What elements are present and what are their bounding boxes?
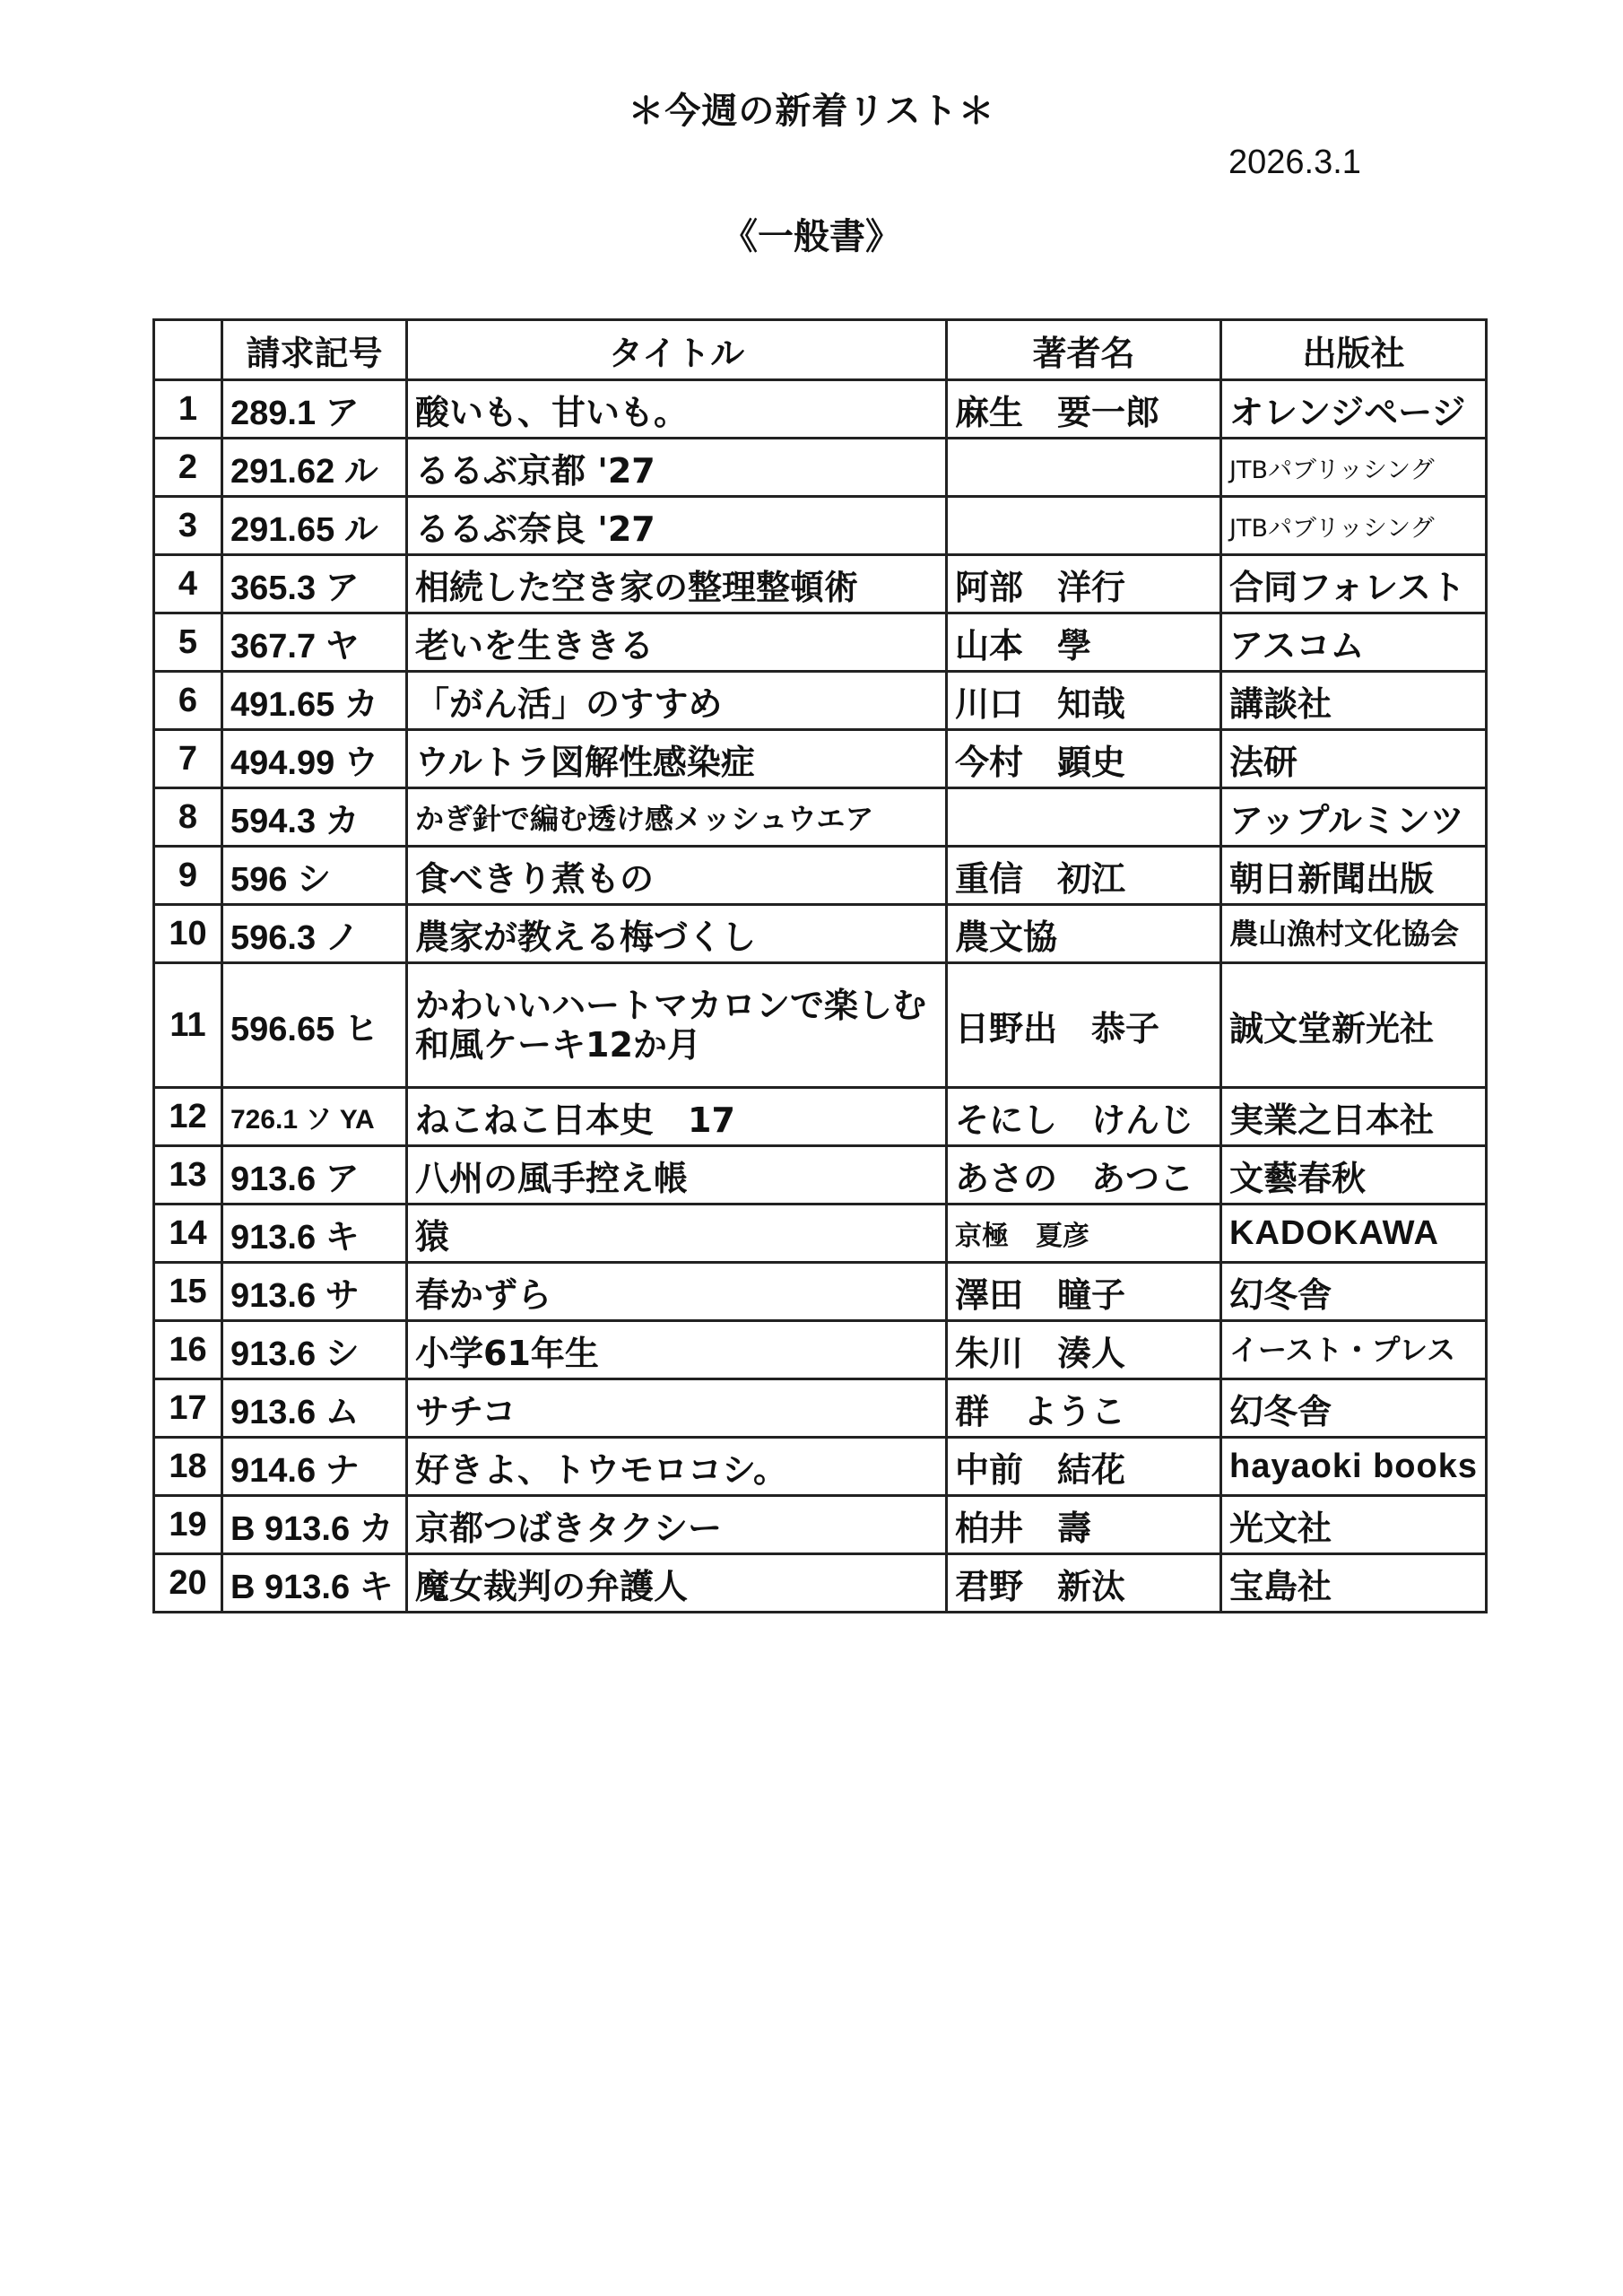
publisher-name: 宝島社 <box>1221 1554 1487 1613</box>
row-number: 17 <box>154 1379 222 1438</box>
author-name: 柏井 壽 <box>947 1496 1221 1554</box>
publisher-name: 幻冬舎 <box>1221 1263 1487 1321</box>
table-row <box>154 1146 1487 1205</box>
call-number: 596.65 ヒ <box>222 963 407 1088</box>
row-number: 3 <box>154 497 222 555</box>
row-number: 11 <box>154 963 222 1088</box>
author-name <box>947 439 1221 497</box>
table-row <box>154 497 1487 555</box>
call-number: 594.3 カ <box>222 788 407 847</box>
row-number: 20 <box>154 1554 222 1613</box>
call-number: 291.65 ル <box>222 497 407 555</box>
author-name: あさの あつこ <box>947 1146 1221 1205</box>
call-number: 291.62 ル <box>222 439 407 497</box>
call-number: B 913.6 キ <box>222 1554 407 1613</box>
author-name <box>947 497 1221 555</box>
book-title: 「がん活」のすすめ <box>407 672 947 730</box>
list-date: 2026.3.1 <box>1228 144 1361 181</box>
row-number: 16 <box>154 1321 222 1379</box>
page-title: ＊今週の新着リスト＊ <box>628 91 995 132</box>
call-number: 913.6 サ <box>222 1263 407 1321</box>
publisher-name: アップルミンツ <box>1221 788 1487 847</box>
row-number: 9 <box>154 847 222 905</box>
author-name: 群 ようこ <box>947 1379 1221 1438</box>
table-row <box>154 1438 1487 1496</box>
call-number: 913.6 ア <box>222 1146 407 1205</box>
publisher-name: 法研 <box>1221 730 1487 788</box>
book-title: 春かずら <box>407 1263 947 1321</box>
book-title: 好きよ、トウモロコシ。 <box>407 1438 947 1496</box>
table-row <box>154 1205 1487 1263</box>
row-number: 10 <box>154 905 222 963</box>
book-title: かぎ針で編む透け感メッシュウエア <box>407 788 947 847</box>
book-title: 相続した空き家の整理整頓術 <box>407 555 947 613</box>
call-number: 914.6 ナ <box>222 1438 407 1496</box>
table-row <box>154 1263 1487 1321</box>
call-number: 913.6 キ <box>222 1205 407 1263</box>
author-name: そにし けんじ <box>947 1088 1221 1146</box>
publisher-name: 文藝春秋 <box>1221 1146 1487 1205</box>
call-number: 365.3 ア <box>222 555 407 613</box>
author-name: 日野出 恭子 <box>947 963 1221 1088</box>
call-number: 913.6 ム <box>222 1379 407 1438</box>
table-row <box>154 963 1487 1088</box>
publisher-name: 幻冬舎 <box>1221 1379 1487 1438</box>
author-name: 川口 知哉 <box>947 672 1221 730</box>
table-row <box>154 439 1487 497</box>
book-title: 酸いも、甘いも。 <box>407 380 947 439</box>
book-title: かわいいハートマカロンで楽しむ和風ケーキ12か月 <box>407 963 947 1088</box>
author-name: 中前 結花 <box>947 1438 1221 1496</box>
book-title: 京都つばきタクシー <box>407 1496 947 1554</box>
row-number: 14 <box>154 1205 222 1263</box>
author-name: 京極 夏彦 <box>947 1205 1221 1263</box>
publisher-name: 実業之日本社 <box>1221 1088 1487 1146</box>
call-number: 596 シ <box>222 847 407 905</box>
publisher-name: 農山漁村文化協会 <box>1221 905 1487 963</box>
call-number: 367.7 ヤ <box>222 613 407 672</box>
publisher-name: KADOKAWA <box>1221 1205 1487 1263</box>
book-title: るるぶ奈良 '27 <box>407 497 947 555</box>
table-row <box>154 1321 1487 1379</box>
table-row <box>154 1496 1487 1554</box>
book-title: ウルトラ図解性感染症 <box>407 730 947 788</box>
table-header-row <box>154 320 1487 380</box>
call-number: 596.3 ノ <box>222 905 407 963</box>
new-arrivals-table <box>152 318 1488 1613</box>
book-title: 農家が教える梅づくし <box>407 905 947 963</box>
table-row <box>154 1554 1487 1613</box>
table-row <box>154 672 1487 730</box>
row-number: 15 <box>154 1263 222 1321</box>
section-heading: 《一般書》 <box>722 216 901 257</box>
publisher-name: JTBパブリッシング <box>1221 497 1487 555</box>
row-number: 7 <box>154 730 222 788</box>
call-number: 491.65 カ <box>222 672 407 730</box>
table-row <box>154 847 1487 905</box>
row-number: 4 <box>154 555 222 613</box>
call-number: 289.1 ア <box>222 380 407 439</box>
row-number: 1 <box>154 380 222 439</box>
table-row <box>154 905 1487 963</box>
book-title: 八州の風手控え帳 <box>407 1146 947 1205</box>
author-name: 農文協 <box>947 905 1221 963</box>
author-name: 今村 顕史 <box>947 730 1221 788</box>
author-name: 澤田 瞳子 <box>947 1263 1221 1321</box>
author-name: 君野 新汰 <box>947 1554 1221 1613</box>
publisher-name: JTBパブリッシング <box>1221 439 1487 497</box>
table-row <box>154 380 1487 439</box>
book-title: ねこねこ日本史 17 <box>407 1088 947 1146</box>
table-row <box>154 730 1487 788</box>
publisher-name: 光文社 <box>1221 1496 1487 1554</box>
book-title: サチコ <box>407 1379 947 1438</box>
table-row <box>154 788 1487 847</box>
table-row <box>154 1088 1487 1146</box>
row-number: 8 <box>154 788 222 847</box>
table-row <box>154 613 1487 672</box>
call-number: B 913.6 カ <box>222 1496 407 1554</box>
call-number: 726.1 ソ YA <box>222 1088 407 1146</box>
book-title: 魔女裁判の弁護人 <box>407 1554 947 1613</box>
book-title: 老いを生ききる <box>407 613 947 672</box>
author-name: 重信 初江 <box>947 847 1221 905</box>
call-number: 913.6 シ <box>222 1321 407 1379</box>
book-title: 食べきり煮もの <box>407 847 947 905</box>
book-title: るるぶ京都 '27 <box>407 439 947 497</box>
book-title: 小学61年生 <box>407 1321 947 1379</box>
publisher-name: 朝日新聞出版 <box>1221 847 1487 905</box>
row-number: 13 <box>154 1146 222 1205</box>
publisher-name: イースト・プレス <box>1221 1321 1487 1379</box>
table-row <box>154 555 1487 613</box>
author-name: 阿部 洋行 <box>947 555 1221 613</box>
column-header-author: 著者名 <box>947 320 1221 380</box>
book-title: 猿 <box>407 1205 947 1263</box>
row-number: 18 <box>154 1438 222 1496</box>
publisher-name: hayaoki books <box>1221 1438 1487 1496</box>
row-number: 5 <box>154 613 222 672</box>
column-header-title: タイトル <box>407 320 947 380</box>
row-number: 2 <box>154 439 222 497</box>
table-row <box>154 1379 1487 1438</box>
publisher-name: アスコム <box>1221 613 1487 672</box>
publisher-name: 誠文堂新光社 <box>1221 963 1487 1088</box>
publisher-name: 講談社 <box>1221 672 1487 730</box>
publisher-name: オレンジページ <box>1221 380 1487 439</box>
author-name <box>947 788 1221 847</box>
publisher-name: 合同フォレスト <box>1221 555 1487 613</box>
column-header-number <box>154 320 222 380</box>
column-header-call-number: 請求記号 <box>222 320 407 380</box>
row-number: 19 <box>154 1496 222 1554</box>
author-name: 麻生 要一郎 <box>947 380 1221 439</box>
author-name: 山本 學 <box>947 613 1221 672</box>
row-number: 12 <box>154 1088 222 1146</box>
row-number: 6 <box>154 672 222 730</box>
call-number: 494.99 ウ <box>222 730 407 788</box>
column-header-publisher: 出版社 <box>1221 320 1487 380</box>
author-name: 朱川 湊人 <box>947 1321 1221 1379</box>
